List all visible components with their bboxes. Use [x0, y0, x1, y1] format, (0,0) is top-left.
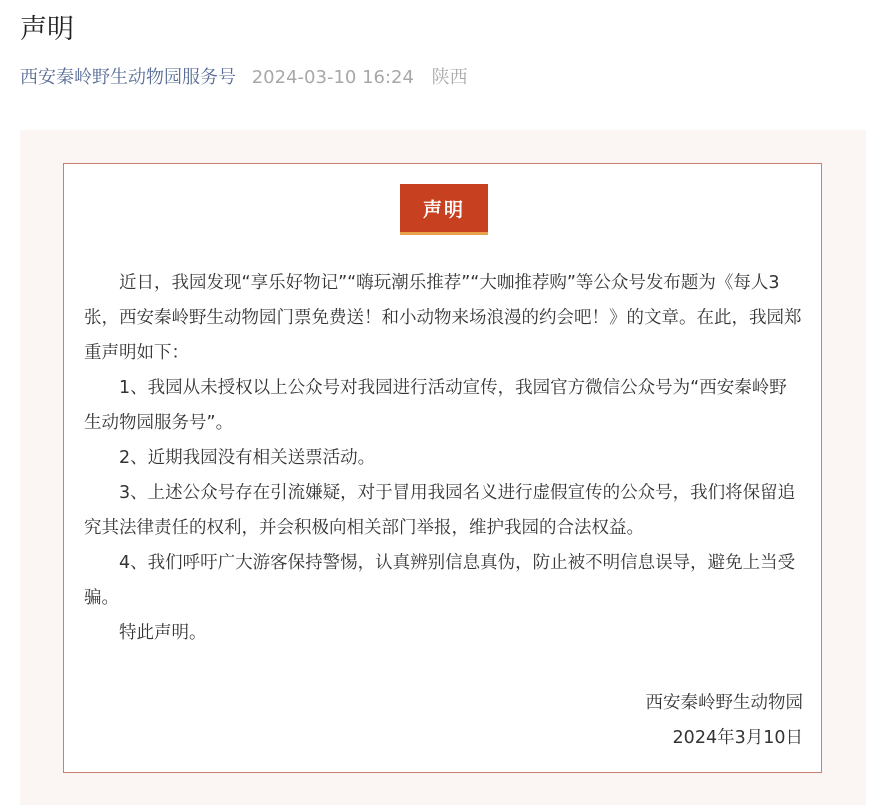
statement-date: 2024年3月10日	[672, 728, 803, 748]
account-name-link[interactable]: 西安秦岭野生动物园服务号	[20, 67, 236, 88]
statement-card	[63, 163, 822, 773]
statement-paragraph: 近日，我园发现“享乐好物记”“嗨玩潮乐推荐”“大咖推荐购”等公众号发布题为《每人3张，西安秦岭野生动物园门票免费送！和小动物来场浪漫的约会吧！》的文章。在此，我园郑重声明如下：	[84, 273, 802, 363]
statement-paragraph: 2、近期我园没有相关送票活动。	[119, 448, 376, 468]
publish-time: 2024-03-10 16:24	[251, 67, 414, 88]
statement-badge: 声明	[400, 184, 488, 232]
publish-location: 陕西	[431, 67, 468, 88]
page-title: 声明	[20, 14, 74, 45]
article-meta	[20, 64, 468, 92]
statement-signature: 西安秦岭野生动物园	[645, 693, 803, 713]
statement-paragraph: 特此声明。	[119, 623, 207, 643]
statement-paragraph: 3、上述公众号存在引流嫌疑，对于冒用我园名义进行虚假宣传的公众号，我们将保留追究其法律责任的权利，并会积极向相关部门举报，维护我园的合法权益。	[84, 483, 796, 538]
statement-body	[84, 266, 804, 651]
statement-paragraph: 1、我园从未授权以上公众号对我园进行活动宣传，我园官方微信公众号为“西安秦岭野生动物园服务号”。	[84, 378, 787, 433]
statement-paragraph: 4、我们呼吁广大游客保持警惕，认真辨别信息真伪，防止被不明信息误导，避免上当受骗。	[84, 553, 796, 608]
